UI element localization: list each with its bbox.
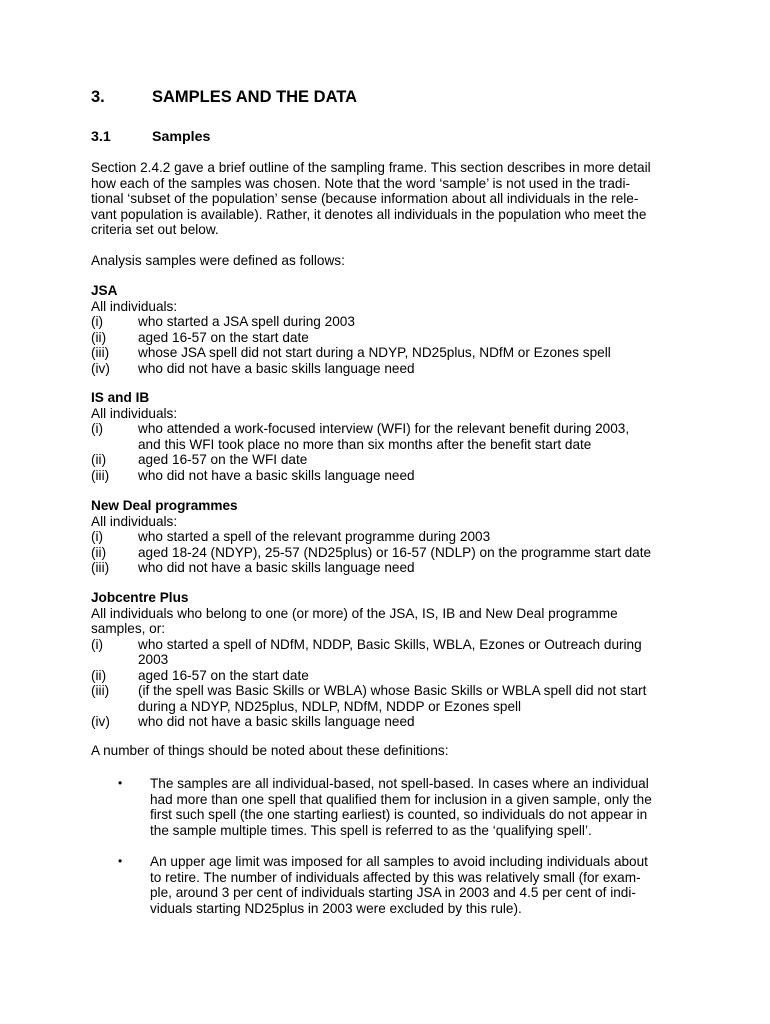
bullet-line: to retire. The number of individuals affected by this was relatively small (for exam- (150, 869, 641, 885)
item-text: aged 16-57 on the start date (138, 329, 309, 345)
list-item (91, 668, 680, 684)
section-title: SAMPLES AND THE DATA (152, 88, 358, 106)
item-text: who did not have a basic skills language need (138, 467, 415, 483)
item-label: (iv) (91, 360, 110, 376)
item-line: and this WFI took place no more than six months after the benefit start date (138, 436, 592, 452)
item-label: (iii) (91, 467, 110, 483)
list-item (91, 345, 680, 361)
bullet-text (150, 776, 680, 838)
item-label: (i) (91, 314, 104, 329)
bullet-line: An upper age limit was imposed for all samples to avoid including individuals about (150, 854, 648, 869)
bullet-line: the sample multiple times. This spell is referred to as the ‘qualifying spell’. (150, 822, 592, 838)
item-label: (iii) (91, 683, 110, 698)
note-bullet (91, 854, 680, 916)
list-item (91, 468, 680, 484)
item-label: (iv) (91, 714, 110, 729)
list-item (91, 683, 680, 714)
bullet-line: had more than one spell that qualified them for inclusion in a given sample, only the (150, 791, 652, 807)
item-text (138, 637, 680, 668)
item-line: who started a spell of NDfM, NDDP, Basic Skills, WBLA, Ezones or Outreach during (138, 636, 642, 652)
new-deal-title: New Deal programmes (91, 498, 238, 513)
bullet-icon: • (118, 854, 123, 868)
new-deal-section (91, 498, 680, 576)
list-item (91, 361, 680, 377)
is-ib-title: IS and IB (91, 390, 150, 405)
item-text (138, 421, 680, 452)
list-item (91, 714, 680, 730)
item-text (138, 683, 680, 714)
item-label: (ii) (91, 544, 107, 560)
jsa-section (91, 283, 680, 376)
subsection-number: 3.1 (91, 129, 111, 145)
item-text: who started a JSA spell during 2003 (138, 314, 355, 329)
new-deal-lead: All individuals: (91, 513, 178, 529)
analysis-intro-text: Analysis samples were defined as follows: (91, 253, 345, 268)
item-label: (i) (91, 529, 104, 544)
bullet-icon: • (118, 776, 123, 790)
item-line: 2003 (138, 652, 169, 667)
analysis-intro (91, 253, 680, 269)
item-text: who started a spell of the relevant programme during 2003 (138, 529, 491, 544)
item-text: who did not have a basic skills language need (138, 560, 415, 575)
list-item (91, 421, 680, 452)
item-text: whose JSA spell did not start during a NDYP, ND25plus, NDfM or Ezones spell (138, 345, 611, 360)
bullet-text (150, 854, 680, 916)
jsa-title: JSA (91, 283, 118, 298)
item-label: (i) (91, 421, 104, 436)
item-text: aged 16-57 on the start date (138, 667, 309, 683)
item-label: (iii) (91, 560, 110, 575)
jobcentre-lead-line: samples, or: (91, 621, 166, 636)
jobcentre-title: Jobcentre Plus (91, 590, 189, 605)
list-item (91, 560, 680, 576)
intro-paragraph (91, 160, 680, 238)
list-item (91, 330, 680, 346)
intro-line: how each of the samples was chosen. Note that the word ‘sample’ is not used in the tradi- (91, 175, 631, 191)
is-ib-lead: All individuals: (91, 405, 178, 421)
item-text: aged 18-24 (NDYP), 25-57 (ND25plus) or 16-57 (NDLP) on the programme start date (138, 544, 652, 560)
jsa-lead: All individuals: (91, 298, 178, 314)
list-item (91, 529, 680, 545)
is-ib-section (91, 390, 680, 483)
bullet-line: The samples are all individual-based, not spell-based. In cases where an individual (150, 776, 649, 791)
jobcentre-lead-line: All individuals who belong to one (or more) of the JSA, IS, IB and New Deal programme (91, 605, 618, 621)
list-item (91, 452, 680, 468)
item-line: during a NDYP, ND25plus, NDLP, NDfM, NDDP or Ezones spell (138, 698, 522, 714)
item-line: (if the spell was Basic Skills or WBLA) whose Basic Skills or WBLA spell did not start (138, 683, 647, 698)
item-label: (ii) (91, 329, 107, 345)
subsection-heading (91, 128, 210, 146)
list-item (91, 637, 680, 668)
notes-intro (91, 743, 680, 759)
item-text: aged 16-57 on the WFI date (138, 452, 308, 467)
item-line: who attended a work-focused interview (WFI) for the relevant benefit during 2003, (138, 421, 630, 436)
notes-intro-text: A number of things should be noted about these definitions: (91, 743, 449, 758)
bullet-line: first such spell (the one starting earliest) is counted, so individuals do not appear in (150, 807, 648, 822)
jobcentre-section (91, 590, 680, 730)
list-item (91, 314, 680, 330)
intro-line: vant population is available). Rather, it denotes all individuals in the population who meet the (91, 206, 647, 222)
item-label: (iii) (91, 345, 110, 360)
item-label: (ii) (91, 452, 107, 467)
intro-line: tional ‘subset of the population’ sense (because information about all individuals in the rele- (91, 191, 639, 206)
note-bullet (91, 776, 680, 838)
bullet-item (118, 854, 680, 916)
intro-line: Section 2.4.2 gave a brief outline of the sampling frame. This section describes in more detail (91, 160, 651, 175)
subsection-title: Samples (152, 129, 211, 145)
section-heading (91, 87, 357, 107)
item-label: (i) (91, 636, 104, 652)
item-label: (ii) (91, 667, 107, 683)
bullet-item (118, 776, 680, 838)
intro-line: criteria set out below. (91, 222, 219, 237)
bullet-line: viduals starting ND25plus in 2003 were excluded by this rule). (150, 900, 522, 916)
item-text: who did not have a basic skills language need (138, 714, 415, 729)
item-text: who did not have a basic skills language need (138, 360, 415, 376)
bullet-line: ple, around 3 per cent of individuals starting JSA in 2003 and 4.5 per cent of indi- (150, 885, 636, 900)
section-number: 3. (91, 88, 105, 106)
list-item (91, 545, 680, 561)
